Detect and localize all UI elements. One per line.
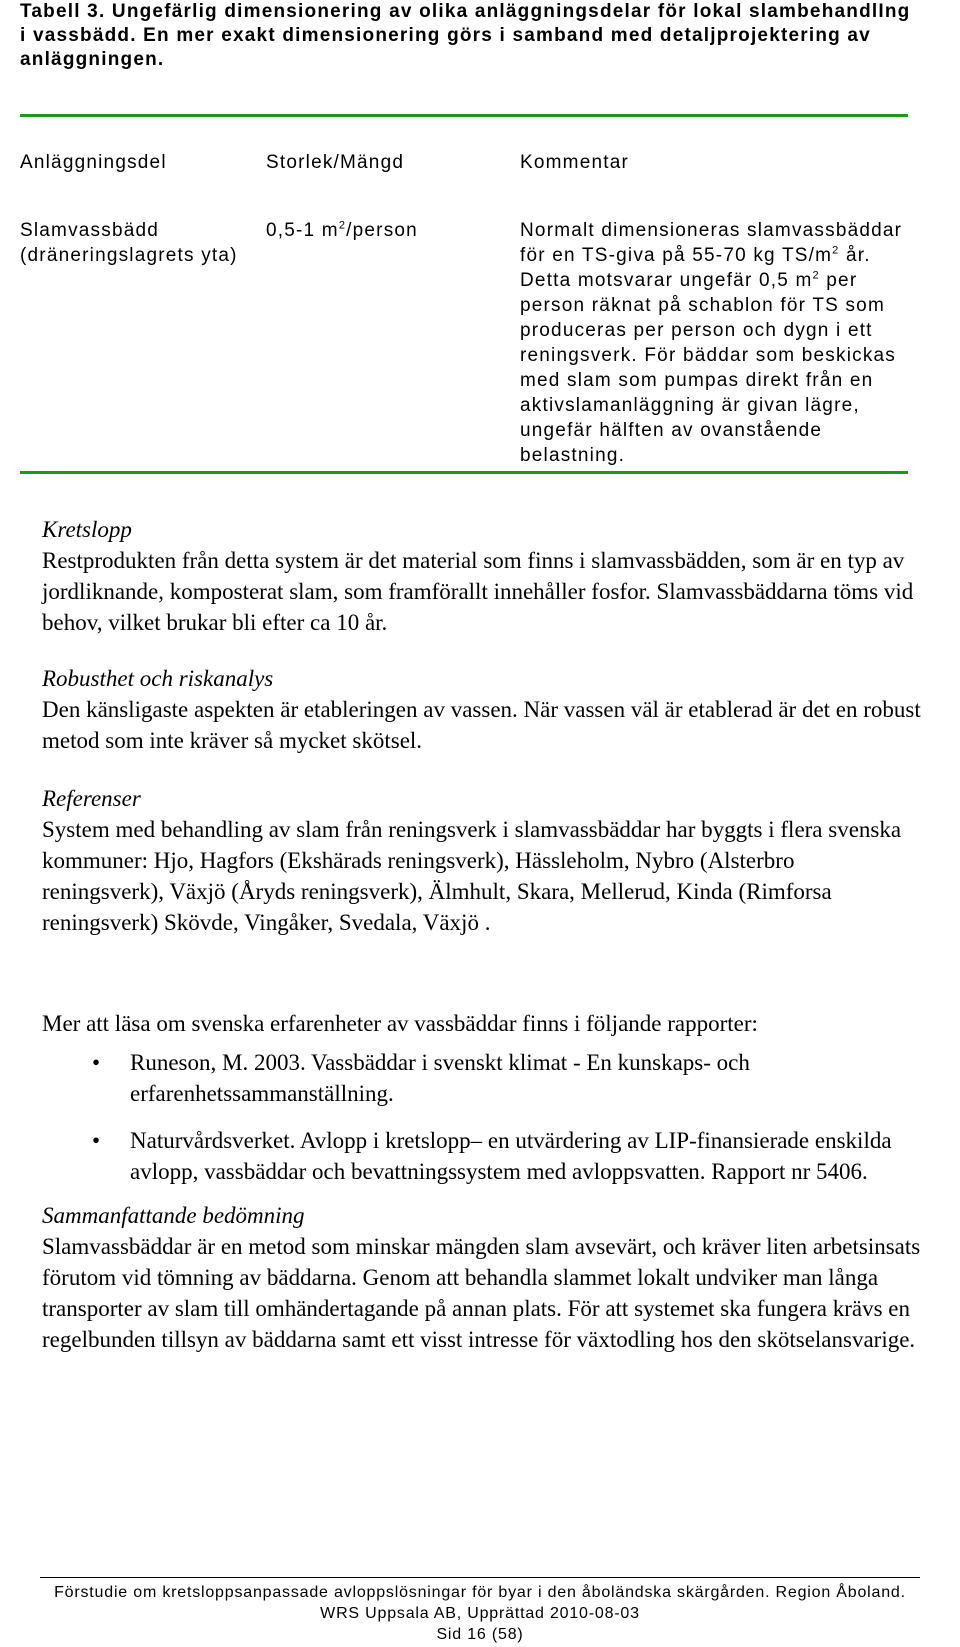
reference-text: Runeson, M. 2003. Vassbäddar i svenskt klimat - En kunskaps- och erfarenhetssammanställning. xyxy=(130,1050,750,1106)
table-bottom-rule xyxy=(20,471,908,474)
comment-part-3: per person räknat på schablon för TS som produceras per person och dygn i ett reningsverk. För bäddar som beskickas med slam som pumpas direkt från en aktivslamanläggning är givan lägre, ungefär hälften av ovanstående belastning. xyxy=(520,270,896,466)
heading-kretslopp: Kretslopp xyxy=(42,517,132,542)
list-item xyxy=(42,1125,912,1187)
comment-exponent-1: 2 xyxy=(832,244,840,257)
reference-text: Naturvårdsverket. Avlopp i kretslopp– en utvärdering av LIP-finansierade enskilda avlopp, vassbäddar och bevattningssystem med avloppsvatten. Rapport nr 5406. xyxy=(130,1128,892,1184)
bullet-icon: • xyxy=(92,1050,101,1075)
comment-part-1: Normalt dimensioneras slamvassbäddar för en TS-giva på 55-70 kg TS/m xyxy=(520,220,903,266)
cell-size xyxy=(266,218,496,243)
cell-comment xyxy=(520,218,920,468)
page-number: Sid 16 (58) xyxy=(436,1626,524,1643)
comment-part-2: år. Detta motsvarar ungefär 0,5 m xyxy=(520,245,871,291)
bullet-icon: • xyxy=(92,1128,101,1153)
section-referenser xyxy=(42,783,922,938)
footer-citation: Förstudie om kretsloppsanpassade avloppslösningar för byar i den åboländska skärgården. Region Åboland. WRS Uppsala AB, Upprättad 2010-08-03 xyxy=(54,1584,906,1622)
heading-referenser: Referenser xyxy=(42,786,141,811)
heading-robusthet: Robusthet och riskanalys xyxy=(42,666,274,691)
more-intro: Mer att läsa om svenska erfarenheter av vassbäddar finns i följande rapporter: xyxy=(42,1011,758,1036)
header-storlek: Storlek/Mängd xyxy=(266,152,405,173)
page-footer xyxy=(40,1582,920,1645)
text-kretslopp: Restprodukten från detta system är det material som finns i slamvassbädden, som är en typ av jordliknande, komposterat slam, som framförallt innehåller fosfor. Slamvassbäddarna töms vid behov, vilket brukar bli efter ca 10 år. xyxy=(42,548,914,635)
heading-sammanfattande: Sammanfattande bedömning xyxy=(42,1203,305,1228)
table-caption: Tabell 3. Ungefärlig dimensionering av olika anläggningsdelar för lokal slambehandlIng i vassbädd. En mer exakt dimensionering görs i samband med detaljprojektering av anläggningen. xyxy=(20,1,911,70)
text-sammanfattande: Slamvassbäddar är en metod som minskar mängden slam avsevärt, och kräver liten arbetsinsats förutom vid tömning av bäddarna. Genom att behandla slammet lokalt undviker man långa transporter av slam till omhändertagande på annan plats. För att systemet ska fungera krävs en regelbunden tillsyn av bäddarna samt ett visst intresse för växtodling hos den skötselansvarige. xyxy=(42,1234,921,1352)
footer-rule xyxy=(40,1577,920,1578)
section-robusthet xyxy=(42,663,922,756)
section-kretslopp xyxy=(42,514,922,638)
table-top-rule xyxy=(20,114,908,117)
cell-part: Slamvassbädd (dräneringslagrets yta) xyxy=(20,220,238,266)
comment-exponent-2: 2 xyxy=(812,269,820,282)
text-referenser: System med behandling av slam från reningsverk i slamvassbäddar har byggts i flera svenska kommuner: Hjo, Hagfors (Ekshärads reningsverk), Hässleholm, Nybro (Alsterbro reningsverk), Växjö (Åryds reningsverk), Älmhult, Skara, Mellerud, Kinda (Rimforsa reningsverk) Skövde, Vingåker, Svedala, Växjö . xyxy=(42,817,902,935)
size-suffix: /person xyxy=(346,220,418,241)
section-sammanfattande xyxy=(42,1200,922,1355)
header-kommentar: Kommentar xyxy=(520,152,630,173)
size-exponent: 2 xyxy=(338,219,347,232)
header-anlaggningsdel: Anläggningsdel xyxy=(20,152,167,173)
reference-list xyxy=(42,1047,912,1187)
size-prefix: 0,5-1 m xyxy=(266,220,339,241)
list-item xyxy=(42,1047,912,1109)
text-robusthet: Den känsligaste aspekten är etableringen av vassen. När vassen väl är etablerad är det en robust metod som inte kräver så mycket skötsel. xyxy=(42,697,921,753)
